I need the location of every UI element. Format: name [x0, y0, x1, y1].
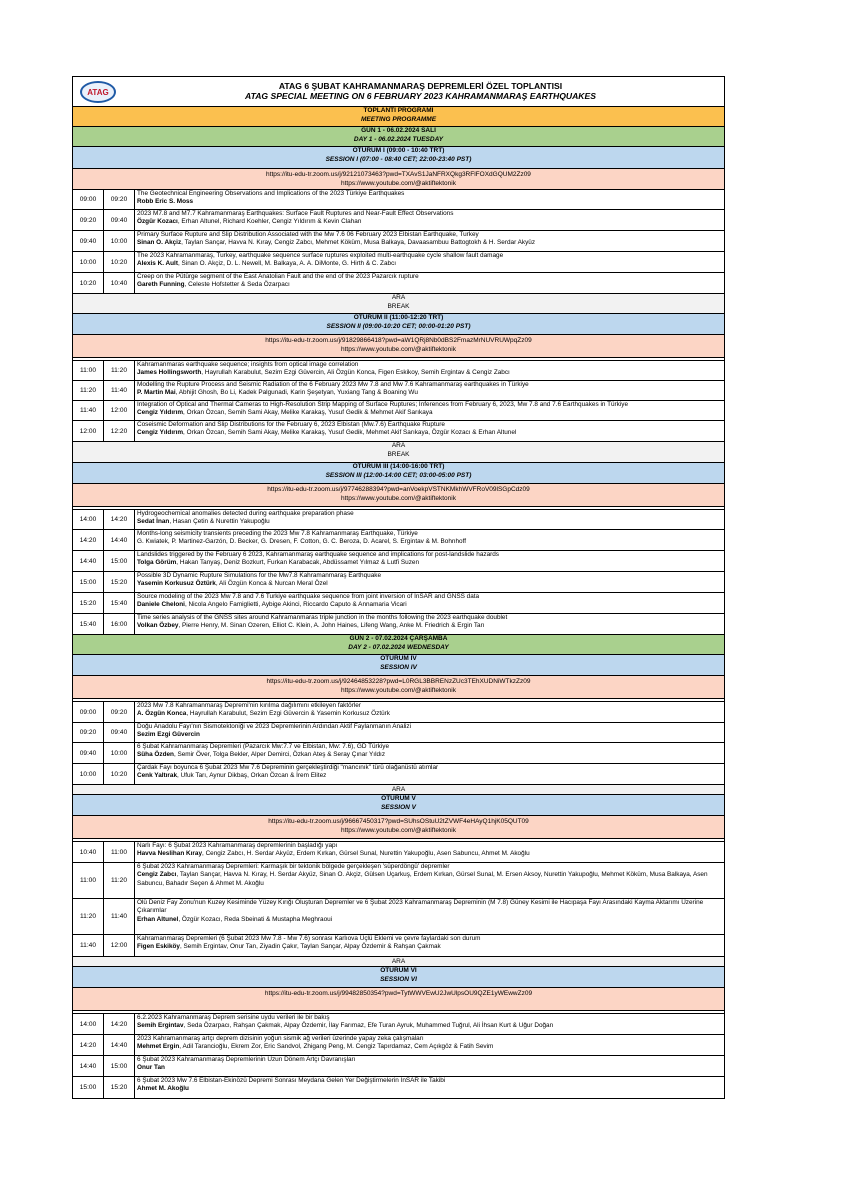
presenting-author: Robb Eric S. Moss	[137, 198, 194, 206]
talk-row	[73, 210, 724, 231]
band-sublabel: BREAK	[387, 302, 410, 310]
start-time: 09:00	[73, 190, 104, 209]
zoom-link[interactable]: https://itu-edu-tr.zoom.us/j/92464853228?pwd=L0RGL3BBRENzZUc3TEhXUDNiWTkzZz09	[266, 678, 531, 685]
talk-authors	[137, 538, 722, 546]
talk-authors	[137, 1064, 722, 1072]
talk-title: Source modeling of the 2023 Mw 7.8 and 7.6 Turkiye earthquake sequence from joint inversion of InSAR and GNSS data	[137, 593, 480, 600]
talk-details	[135, 723, 724, 742]
co-authors: , Semir Över, Tolga Bekler, Alper Demirci, Özkan Ateş & Seray Çınar Yıldız	[173, 751, 386, 759]
talk-title: 6 Şubat 2023 Mw 7.6 Elbistan-Ekinözü Depremi Sonrası Meydana Gelen Yer Değiştirmelerin InSAR ile Takibi	[137, 1077, 446, 1084]
presenting-author: Mehmet Ergin	[137, 1043, 180, 1051]
presenting-author: Sezim Ezgi Güvercin	[137, 731, 200, 739]
talk-details	[135, 572, 724, 592]
start-time: 15:40	[73, 614, 104, 634]
end-time: 15:00	[104, 551, 135, 571]
talk-row	[73, 510, 724, 530]
presenting-author: Süha Özden	[137, 751, 174, 759]
session-header	[73, 314, 724, 335]
talk-authors	[137, 580, 722, 588]
band-label: OTURUM I (09:00 - 10:40 TRT)	[352, 147, 445, 154]
talk-title: 6 Şubat 2023 Kahramanmaraş Depremleri: Karmaşık bir tektonik bölgede gerçekleşen 'süperdöngü' depremler	[137, 863, 450, 870]
session-header	[73, 463, 724, 484]
presenting-author: Alexis K. Ault	[137, 260, 178, 268]
talk-title: 6 Şubat 2023 Kahramanmaraş Depremlerinin Uzun Dönem Artçı Davranışları	[137, 1056, 356, 1063]
youtube-link[interactable]: https://www.youtube.com/@aktiftektonik	[341, 345, 456, 353]
session-header	[73, 147, 724, 169]
talk-details	[135, 1035, 724, 1055]
talk-title: 6.2.2023 Kahramanmaraş Deprem serisine uydu verileri ile bir bakış	[137, 1014, 330, 1021]
co-authors: , Ufuk Tarı, Aynur Dikbaş, Orkan Özcan & İrem Elitez	[177, 772, 327, 780]
day-header	[73, 635, 724, 655]
band-sublabel: MEETING PROGRAMME	[360, 115, 437, 123]
start-time: 09:00	[73, 702, 104, 722]
end-time: 10:00	[104, 743, 135, 763]
talk-authors	[137, 1022, 722, 1030]
meeting-links	[73, 676, 724, 699]
presenting-author: Cengiz Yıldırım	[137, 429, 184, 437]
talk-title: Kahramanmaraş Depremleri (6 Şubat 2023 Mw 7.8 - Mw 7.6) sonrası Karlıova Üçlü Eklemi ve çevre faylardaki son durum	[137, 935, 481, 942]
talk-row	[73, 863, 724, 899]
talk-details	[135, 252, 724, 272]
end-time: 09:20	[104, 190, 135, 209]
zoom-link[interactable]: https://itu-edu-tr.zoom.us/j/97746288394?pwd=anVoekpVSTNKMkhWVFRoV09lSGpCdz09	[267, 486, 530, 493]
band-sublabel: SESSION V	[380, 803, 417, 811]
start-time: 10:00	[73, 764, 104, 784]
start-time: 10:20	[73, 273, 104, 293]
co-authors: , Celeste Hofstetter & Seda Özarpacı	[184, 281, 290, 289]
youtube-link[interactable]: https://www.youtube.com/@aktiftektonik	[341, 179, 456, 187]
talk-authors	[137, 409, 722, 417]
talk-title: Kahramanmaras earthquake sequence; insights from optical image correlation	[137, 361, 359, 368]
co-authors: , Hayrullah Karabulut, Sezim Ezgi Güvercin, Ali Özgün Konca, Figen Eskikoy, Semih Ergintav & Cengiz Zabcı	[201, 369, 510, 377]
start-time: 15:00	[73, 1077, 104, 1098]
co-authors: , Ali Özgün Konca & Nurcan Meral Özel	[215, 580, 328, 588]
talk-authors	[137, 389, 722, 397]
talk-details	[135, 935, 724, 956]
meeting-links	[73, 169, 724, 190]
talk-title: 2023 Kahramanmaraş artçı deprem dizisinin yoğun sismik ağ verileri üzerinde yapay zeka çalışmaları	[137, 1035, 424, 1042]
session-header	[73, 655, 724, 676]
break-row	[73, 442, 724, 463]
talk-details	[135, 1056, 724, 1076]
meeting-links	[73, 816, 724, 839]
band-sublabel: SESSION I (07:00 - 08:40 CET; 22:00-23:40 PST)	[325, 155, 472, 163]
co-authors: , Pierre Henry, M. Sinan Ozeren, Elliot C. Klein, A. John Haines, Lifeng Wang, Anke M. Friedrich & Ergin Tarı	[178, 622, 485, 630]
start-time: 09:40	[73, 743, 104, 763]
meeting-links	[73, 335, 724, 358]
talk-row	[73, 361, 724, 381]
talk-details	[135, 863, 724, 898]
meeting-links	[73, 988, 724, 1011]
start-time: 11:00	[73, 361, 104, 380]
talk-details	[135, 210, 724, 230]
co-authors: , Erhan Altunel, Richard Koehler, Cengiz Yıldırım & Kevin Clahan	[177, 218, 362, 226]
band-label: ARA	[391, 442, 406, 449]
band-sublabel: DAY 1 - 06.02.2024 TUESDAY	[353, 135, 444, 143]
talk-authors	[137, 601, 722, 609]
zoom-link[interactable]: https://itu-edu-tr.zoom.us/j/96667450317?pwd=SUhsOStuU2tZVWF4eHAyQ1hjK05QUT09	[268, 818, 529, 825]
end-time: 09:40	[104, 723, 135, 742]
presenting-author: Cengiz Yıldırım	[137, 409, 184, 417]
start-time: 11:40	[73, 401, 104, 420]
talk-row	[73, 1056, 724, 1077]
talk-details	[135, 530, 724, 550]
talk-title: Months-long seismicity transients preceding the 2023 Mw 7.8 Kahramanmaraş Earthquake, Türkiye	[137, 530, 418, 537]
start-time: 09:20	[73, 723, 104, 742]
presenting-author: Volkan Özbey	[137, 622, 179, 630]
zoom-link[interactable]: https://itu-edu-tr.zoom.us/j/92121073463?pwd=TXAvS1JaNFRXQkg3RFlFOXdGQUM2Zz09	[266, 171, 531, 178]
band-label: TOPLANTI PROGRAMI	[363, 107, 434, 114]
presenting-author: A. Özgün Konca	[137, 710, 187, 718]
talk-row	[73, 401, 724, 421]
end-time: 09:40	[104, 210, 135, 230]
talk-title: Landslides triggered by the February 6 2023, Kahramanmaraş earthquake sequence and implications for post-landslide hazards	[137, 551, 499, 558]
talk-row	[73, 614, 724, 635]
talk-details	[135, 1077, 724, 1098]
talk-authors	[137, 518, 722, 526]
co-authors: , Orkan Özcan, Semih Sami Akay, Melike Karakaş, Yusuf Gedik & Mehmet Akif Sarıkaya	[183, 409, 433, 417]
band-label: ARA	[391, 294, 406, 301]
presenting-author: Onur Tan	[137, 1064, 165, 1072]
start-time: 14:40	[73, 551, 104, 571]
talk-row	[73, 593, 724, 614]
presenting-author: Sinan O. Akçiz	[137, 239, 182, 247]
start-time: 11:20	[73, 381, 104, 400]
talk-authors	[137, 916, 722, 924]
band-sublabel: SESSION IV	[380, 663, 417, 671]
talk-details	[135, 381, 724, 400]
start-time: 14:40	[73, 1056, 104, 1076]
co-authors: , Hayrullah Karabulut, Sezim Ezgi Güvercin & Yasemin Korkusuz Öztürk	[186, 710, 390, 718]
talk-details	[135, 899, 724, 934]
band-label: OTURUM V	[381, 795, 416, 802]
talk-details	[135, 361, 724, 380]
talk-authors	[137, 751, 722, 759]
talk-details	[135, 842, 724, 862]
talk-details	[135, 551, 724, 571]
presenting-author: Cenk Yaltırak	[137, 772, 178, 780]
talk-authors	[137, 369, 722, 377]
youtube-link[interactable]: https://www.youtube.com/@aktiftektonik	[341, 686, 456, 694]
start-time: 15:00	[73, 572, 104, 592]
talk-row	[73, 723, 724, 743]
talk-details	[135, 190, 724, 209]
end-time: 11:20	[104, 863, 135, 898]
talk-details	[135, 401, 724, 420]
band-sublabel: SESSION II (09:00-10:20 CET; 00:00-01:20 PST)	[326, 322, 471, 330]
co-authors: , Cengiz Zabcı, H. Serdar Akyüz, Erdem Kırkan, Gürsel Sunal, Nurettin Yakupoğlu, Asen Sabuncu, Ahmet M. Akoğlu	[202, 850, 530, 858]
presenting-author: James Hollingsworth	[137, 369, 202, 377]
talk-row	[73, 1014, 724, 1035]
band-label: OTURUM IV	[380, 655, 417, 662]
co-authors: , Adil Tarancioğlu, Ekrem Zor, Eric Sandvol, Zhigang Peng, M. Cengiz Tapırdamaz, Cem Açıkgöz & Fatih Sevim	[179, 1043, 494, 1051]
co-authors: G. Kwiatek, P. Martinez-Garzón, D. Becker, G. Dresen, F. Cotton, G. C. Beroza, D. Acarel, S. Ergintav & M. Bohnhoff	[137, 538, 467, 546]
band-sublabel: DAY 2 - 07.02.2024 WEDNESDAY	[348, 643, 449, 651]
talk-title: The 2023 Kahramanmaraş, Turkey, earthquake sequence surface ruptures exploited multi-earthquake cycle shallow fault damage	[137, 252, 504, 259]
talk-title: Possible 3D Dynamic Rupture Simulations for the Mw7.8 Kahramanmaraş Earthquake	[137, 572, 382, 579]
talk-authors	[137, 218, 722, 226]
talk-title: Modelling the Rupture Process and Seismic Radiation of the 6 February 2023 Mw 7.8 and Mw 7.6 Kahramanmaraş earthquakes in Türkiye	[137, 381, 529, 388]
talk-row	[73, 702, 724, 723]
band-label: OTURUM III (14:00-16:00 TRT)	[352, 463, 445, 470]
end-time: 10:40	[104, 273, 135, 293]
talk-row	[73, 530, 724, 551]
talk-authors	[137, 281, 722, 289]
talk-authors	[137, 710, 722, 718]
band-label: ARA	[391, 958, 406, 965]
band-label: GÜN 1 - 06.02.2024 SALI	[361, 127, 436, 134]
start-time: 11:40	[73, 935, 104, 956]
day-header	[73, 127, 724, 147]
talk-authors	[137, 559, 722, 567]
presenting-author: Yasemin Korkusuz Öztürk	[137, 580, 216, 588]
end-time: 14:20	[104, 510, 135, 529]
talk-details	[135, 593, 724, 613]
end-time: 10:20	[104, 252, 135, 272]
co-authors: , Taylan Sançar, Havva N. Kıray, H. Serdar Akyüz, Sinan O. Akçiz, Gülsen Uçarkuş, Erdem Kırkan, Gürsel Sunal, M. Ersen Aksoy, Nurettin Yakupoğlu, Mehmet Köküm, Musa Balkaya, Asen Sabuncu, Bahadır Seçen & Ahmet M. Akoğlu	[137, 871, 708, 887]
talk-authors	[137, 772, 722, 780]
talk-details	[135, 273, 724, 293]
co-authors: , Taylan Sançar, Havva N. Kıray, Cengiz Zabcı, Mehmet Köküm, Musa Balkaya, Davaasambuu Battogtokh & H. Serdar Akyüz	[181, 239, 536, 247]
talk-title: 2023 M7.8 and M7.7 Kahramanmaraş Earthquakes: Surface Fault Ruptures and Near-Fault Effect Observations	[137, 210, 454, 217]
end-time: 11:40	[104, 381, 135, 400]
talk-row	[73, 743, 724, 764]
start-time: 15:20	[73, 593, 104, 613]
presenting-author: Gareth Funning	[137, 281, 185, 289]
talk-title: 6 Şubat Kahramanmaraş Depremleri (Pazarcık Mw:7.7 ve Elbistan, Mw: 7.6), GD Türkiye	[137, 743, 390, 750]
talk-title: Integration of Optical and Thermal Cameras to High-Resolution Strip Mapping of Surface Ruptures; Inferences from February 6, 2023, Mw 7.8 and 7.6 Earthquakes in Türkiye	[137, 401, 629, 408]
talk-title: Çardak Fayı boyunca 6 Şubat 2023 Mw 7.6 Depreminin gerçekleştirdiği "mancınık" türü olağanüstü atımlar	[137, 764, 439, 771]
talk-details	[135, 764, 724, 784]
co-authors: , Özgür Kozacı, Reda Sbeinati & Mustapha Meghraoui	[178, 915, 333, 923]
co-authors: , Seda Özarpacı, Rahşan Çakmak, Alpay Özdemir, İlay Farımaz, Efe Turan Ayruk, Muhammed Tuğrul, Ali İhsan Kurt & Uğur Doğan	[183, 1022, 554, 1030]
talk-authors	[137, 943, 722, 951]
start-time: 14:20	[73, 1035, 104, 1055]
talk-details	[135, 743, 724, 763]
presenting-author: Daniele Cheloni	[137, 601, 185, 609]
talk-details	[135, 231, 724, 251]
start-time: 14:00	[73, 1014, 104, 1034]
talk-row	[73, 572, 724, 593]
end-time: 11:00	[104, 842, 135, 862]
talk-row	[73, 1035, 724, 1056]
co-authors: , Nicola Angelo Famiglietti, Aybige Akinci, Riccardo Caputo & Annamaria Vicari	[184, 601, 407, 609]
youtube-link[interactable]: https://www.youtube.com/@aktiftektonik	[341, 494, 456, 502]
talk-authors	[137, 198, 722, 206]
band-sublabel: SESSION III (12:00-14:00 CET; 03:00-05:00 PST)	[325, 471, 472, 479]
talk-title: Creep on the Pütürge segment of the East Anatolian Fault and the end of the 2023 Pazarcık rupture	[137, 273, 419, 280]
start-time: 10:00	[73, 252, 104, 272]
end-time: 15:40	[104, 593, 135, 613]
co-authors: , Orkan Özcan, Semih Sami Akay, Melike Karakaş, Yusuf Gedik, Mehmet Akif Sarıkaya, Özgür Kozacı & Erhan Altunel	[183, 429, 517, 437]
break-row	[73, 957, 724, 967]
band-sublabel: BREAK	[387, 450, 410, 458]
band-label: OTURUM VI	[380, 967, 417, 974]
talk-authors	[137, 622, 722, 630]
co-authors: , Hasan Çetin & Nurettin Yakupoğlu	[169, 518, 270, 526]
programme-table	[72, 76, 725, 1099]
end-time: 16:00	[104, 614, 135, 634]
talk-row	[73, 1077, 724, 1098]
talk-title: Primary Surface Rupture and Slip Distribution Associated with the Mw 7.6 06 February 2023 Elbistan Earthquake, Turkey	[137, 231, 479, 238]
talk-title: Ölü Deniz Fay Zonu'nun Kuzey Kesiminde Yüzey Kırığı Oluşturan Depremler ve 6 Şubat 2023 Kahramanmaraş Depreminin (M 7.8) Güney Kesimi ile Hacıpaşa Fayı Arasındaki Kayma Aktarımı Üzerine Çıkarımlar	[137, 899, 704, 915]
presenting-author: Semih Ergintav	[137, 1022, 184, 1030]
break-row	[73, 785, 724, 795]
talk-title: Hydrogeochemical anomalies detected during earthquake preparation phase	[137, 510, 354, 517]
talk-row	[73, 421, 724, 442]
end-time: 15:20	[104, 1077, 135, 1098]
start-time: 10:40	[73, 842, 104, 862]
talk-title: 2023 Mw 7.8 Kahramanmaraş Depremi'nin kırılma dağılımını etkileyen faktörler	[137, 702, 361, 709]
talk-row	[73, 231, 724, 252]
end-time: 14:40	[104, 530, 135, 550]
talk-authors	[137, 850, 722, 858]
session-header	[73, 967, 724, 988]
presenting-author: Cengiz Zabcı	[137, 871, 177, 879]
band-label: ARA	[391, 786, 406, 793]
co-authors: , Semih Ergintav, Onur Tan, Ziyadin Çakır, Taylan Sançar, Alpay Özdemir & Rahşan Çakmak	[179, 943, 441, 951]
end-time: 15:00	[104, 1056, 135, 1076]
title-english: ATAG SPECIAL MEETING ON 6 FEBRUARY 2023 KAHRAMANMARAŞ EARTHQUAKES	[245, 91, 596, 101]
end-time: 12:20	[104, 421, 135, 441]
end-time: 14:40	[104, 1035, 135, 1055]
talk-details	[135, 1014, 724, 1034]
talk-row	[73, 842, 724, 863]
session-header	[73, 795, 724, 816]
presenting-author: Erhan Altunel	[137, 915, 179, 923]
talk-authors	[137, 731, 722, 739]
talk-authors	[137, 871, 722, 888]
end-time: 11:20	[104, 361, 135, 380]
atag-logo: ATAG	[80, 81, 116, 103]
talk-title: Doğu Anadolu Fayı'nın Sismotektoniği ve 2023 Depremlerinin Ardından Aktif Faylanmanın Analizi	[137, 723, 412, 730]
band-label: OTURUM II (11:00-12:20 TRT)	[353, 314, 444, 321]
talk-authors	[137, 429, 722, 437]
zoom-link[interactable]: https://itu-edu-tr.zoom.us/j/99482850354?pwd=TytWWVEwU2JwUlpsOU9QZE1yWEwwZz09	[264, 990, 533, 997]
presenting-author: Tolga Görüm	[137, 559, 177, 567]
talk-title: Narlı Fayı: 6 Şubat 2023 Kahramanmaraş depremlerinin başladığı yapı	[137, 842, 338, 849]
talk-details	[135, 614, 724, 634]
presenting-author: Sedat İnan	[137, 518, 170, 526]
talk-row	[73, 252, 724, 273]
presenting-author: P. Martin Mai	[137, 389, 176, 397]
presenting-author: Havva Neslihan Kıray	[137, 850, 203, 858]
zoom-link[interactable]: https://itu-edu-tr.zoom.us/j/91829866418?pwd=aW1QRj8Nb0dBS2FmazMrNUVRUWpqZz09	[265, 337, 532, 344]
talk-row	[73, 381, 724, 401]
start-time: 09:40	[73, 231, 104, 251]
meeting-links	[73, 484, 724, 507]
start-time: 11:20	[73, 899, 104, 934]
talk-row	[73, 764, 724, 785]
talk-details	[135, 421, 724, 441]
start-time: 09:20	[73, 210, 104, 230]
talk-authors	[137, 1043, 722, 1051]
presenting-author: Ahmet M. Akoğlu	[137, 1085, 189, 1093]
talk-row	[73, 273, 724, 294]
talk-details	[135, 702, 724, 722]
end-time: 11:40	[104, 899, 135, 934]
title-turkish: ATAG 6 ŞUBAT KAHRAMANMARAŞ DEPREMLERİ ÖZEL TOPLANTISI	[278, 81, 563, 91]
programme-header	[73, 107, 724, 127]
co-authors: , Sinan O. Akçiz, D. L. Newell, M. Balkaya, A. A. DiMonte, G. Hirth & C. Zabcı	[177, 260, 397, 268]
presenting-author: Figen Eskiköy	[137, 943, 180, 951]
talk-authors	[137, 239, 722, 247]
end-time: 15:20	[104, 572, 135, 592]
co-authors: , Abhijit Ghosh, Bo Li, Kadek Palgunadi, Karin Şeşetyan, Yuxiang Tang & Boaning Wu	[175, 389, 418, 397]
talk-title: Time series analysis of the GNSS sites around Kahramanmaras triple junction in the months following the 2023 earthquake doublet	[137, 614, 508, 621]
end-time: 12:00	[104, 935, 135, 956]
band-sublabel: SESSION VI	[380, 975, 417, 983]
talk-title: Coseismic Deformation and Slip Distributions for the February 6, 2023 Elbistan (Mw.7.6) Earthquake Rupture	[137, 421, 445, 428]
end-time: 09:20	[104, 702, 135, 722]
end-time: 10:00	[104, 231, 135, 251]
presenting-author: Özgür Kozacı	[137, 218, 178, 226]
start-time: 14:20	[73, 530, 104, 550]
talk-authors	[137, 1085, 722, 1093]
talk-row	[73, 551, 724, 572]
header-row	[73, 77, 724, 107]
youtube-link[interactable]: https://www.youtube.com/@aktiftektonik	[341, 826, 456, 834]
end-time: 10:20	[104, 764, 135, 784]
talk-title: The Geotechnical Engineering Observations and Implications of the 2023 Türkiye Earthquakes	[137, 190, 405, 197]
start-time: 14:00	[73, 510, 104, 529]
start-time: 12:00	[73, 421, 104, 441]
talk-row	[73, 935, 724, 957]
co-authors: , Hakan Tanyaş, Deniz Bozkurt, Furkan Karabacak, Abdüssamet Yılmaz & Lutfi Suzen	[176, 559, 420, 567]
talk-row	[73, 190, 724, 210]
talk-authors	[137, 260, 722, 268]
start-time: 11:00	[73, 863, 104, 898]
break-row	[73, 294, 724, 314]
talk-row	[73, 899, 724, 935]
talk-details	[135, 510, 724, 529]
end-time: 12:00	[104, 401, 135, 420]
band-label: GÜN 2 - 07.02.2024 ÇARŞAMBA	[349, 635, 448, 642]
end-time: 14:20	[104, 1014, 135, 1034]
